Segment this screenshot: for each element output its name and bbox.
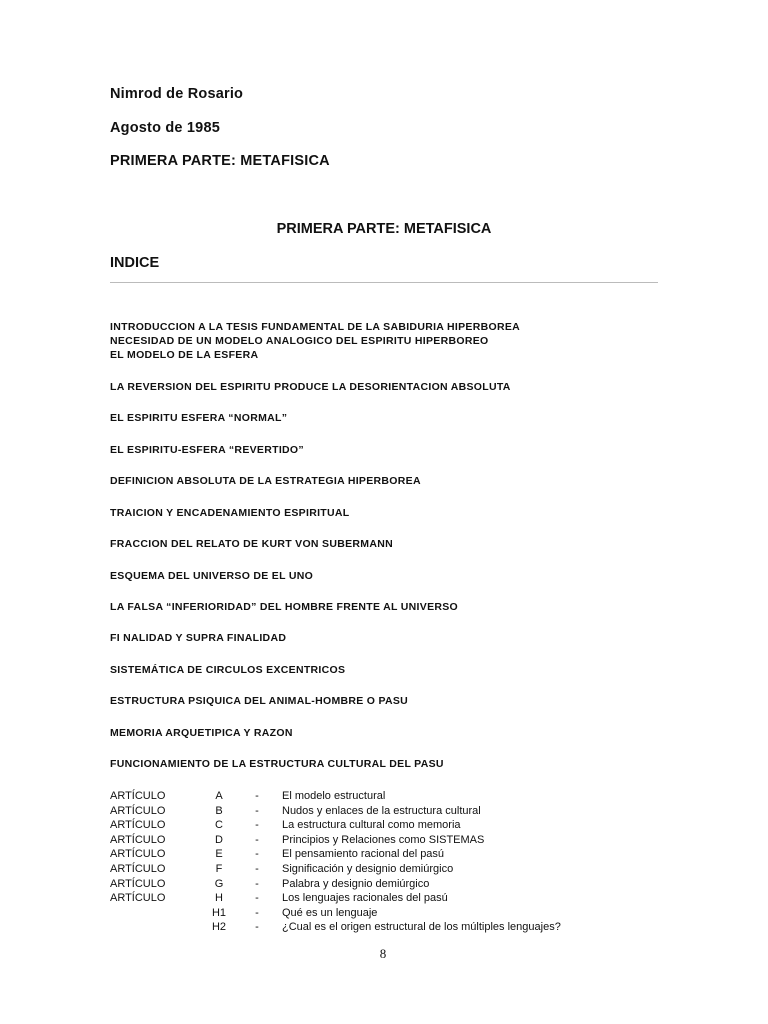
article-row	[110, 920, 561, 935]
article-row	[110, 804, 561, 819]
article-dash: -	[255, 921, 259, 934]
article-title: ¿Cual es el origen estructural de los múltiples lenguajes?	[282, 921, 561, 934]
article-row	[110, 906, 561, 921]
article-code: H	[215, 892, 223, 905]
article-code: G	[214, 877, 224, 890]
section-title	[0, 221, 768, 237]
toc-entry: FUNCIONAMIENTO DE LA ESTRUCTURA CULTURAL DEL PASU	[110, 758, 444, 770]
article-label: ARTÍCULO	[110, 804, 166, 817]
section-title-text: PRIMERA PARTE: METAFISICA	[276, 221, 492, 237]
article-dash: -	[255, 819, 259, 832]
article-code: E	[215, 848, 223, 861]
article-label	[110, 920, 206, 935]
article-dash: -	[255, 862, 259, 875]
article-title: Palabra y designio demiúrgico	[282, 877, 430, 890]
page-number-text: 8	[379, 946, 387, 961]
article-dash: -	[255, 804, 259, 817]
article-dash: -	[255, 848, 259, 861]
toc-entry: DEFINICION ABSOLUTA DE LA ESTRATEGIA HIPERBOREA	[110, 475, 421, 487]
article-title: El modelo estructural	[282, 790, 386, 802]
toc-entry: FRACCION DEL RELATO DE KURT VON SUBERMANN	[110, 538, 393, 550]
article-title: Qué es un lenguaje	[282, 906, 378, 919]
article-label: ARTÍCULO	[110, 833, 166, 846]
article-dash: -	[255, 790, 259, 802]
article-code: H1	[211, 906, 227, 919]
article-label	[110, 906, 206, 921]
article-code: B	[215, 804, 223, 817]
article-code: H2	[211, 921, 227, 934]
article-row	[110, 891, 561, 906]
toc-entry: INTRODUCCION A LA TESIS FUNDAMENTAL DE LA SABIDURIA HIPERBOREA	[110, 321, 521, 333]
article-code: C	[215, 819, 223, 832]
article-code: A	[215, 790, 223, 802]
article-label: ARTÍCULO	[110, 848, 166, 861]
toc-entry: SISTEMÁTICA DE CIRCULOS EXCENTRICOS	[110, 664, 346, 676]
article-dash: -	[255, 892, 259, 905]
toc-entry: LA FALSA “INFERIORIDAD” DEL HOMBRE FRENTE AL UNIVERSO	[110, 601, 459, 613]
article-code: F	[215, 862, 223, 875]
article-label: ARTÍCULO	[110, 892, 166, 905]
page-number	[0, 946, 768, 962]
article-row	[110, 847, 561, 862]
toc-entry: ESTRUCTURA PSIQUICA DEL ANIMAL-HOMBRE O PASU	[110, 695, 409, 707]
article-title: Los lenguajes racionales del pasú	[282, 892, 448, 905]
article-row	[110, 862, 561, 877]
date-line: Agosto de 1985	[110, 120, 220, 136]
article-title: Nudos y enlaces de la estructura cultural	[282, 804, 481, 817]
toc-entry: EL ESPIRITU ESFERA “NORMAL”	[110, 412, 288, 424]
article-dash: -	[255, 877, 259, 890]
article-row	[110, 833, 561, 848]
index-heading: INDICE	[110, 255, 160, 271]
author-line: Nimrod de Rosario	[110, 86, 244, 102]
articles-table	[110, 789, 561, 935]
article-row	[110, 789, 561, 804]
article-label: ARTÍCULO	[110, 790, 166, 802]
toc-entry: ESQUEMA DEL UNIVERSO DE EL UNO	[110, 570, 314, 582]
article-label: ARTÍCULO	[110, 862, 166, 875]
toc-entry: NECESIDAD DE UN MODELO ANALOGICO DEL ESPIRITU HIPERBOREO	[110, 335, 489, 347]
article-label: ARTÍCULO	[110, 819, 166, 832]
part-line: PRIMERA PARTE: METAFISICA	[110, 153, 330, 169]
article-code: D	[215, 833, 223, 846]
toc-entry: EL MODELO DE LA ESFERA	[110, 349, 259, 361]
horizontal-divider	[110, 282, 658, 283]
article-title: La estructura cultural como memoria	[282, 819, 461, 832]
article-title: Significación y designio demiúrgico	[282, 862, 454, 875]
article-label: ARTÍCULO	[110, 877, 166, 890]
article-title: El pensamiento racional del pasú	[282, 848, 445, 861]
toc-entry: FI NALIDAD Y SUPRA FINALIDAD	[110, 632, 287, 644]
article-title: Principios y Relaciones como SISTEMAS	[282, 833, 485, 846]
toc-entry: TRAICION Y ENCADENAMIENTO ESPIRITUAL	[110, 507, 350, 519]
toc-entry: LA REVERSION DEL ESPIRITU PRODUCE LA DESORIENTACION ABSOLUTA	[110, 381, 511, 393]
article-row	[110, 877, 561, 892]
article-row	[110, 818, 561, 833]
toc-entry: EL ESPIRITU-ESFERA “REVERTIDO”	[110, 444, 304, 456]
article-dash: -	[255, 906, 259, 919]
article-dash: -	[255, 833, 259, 846]
toc-entry: MEMORIA ARQUETIPICA Y RAZON	[110, 727, 293, 739]
